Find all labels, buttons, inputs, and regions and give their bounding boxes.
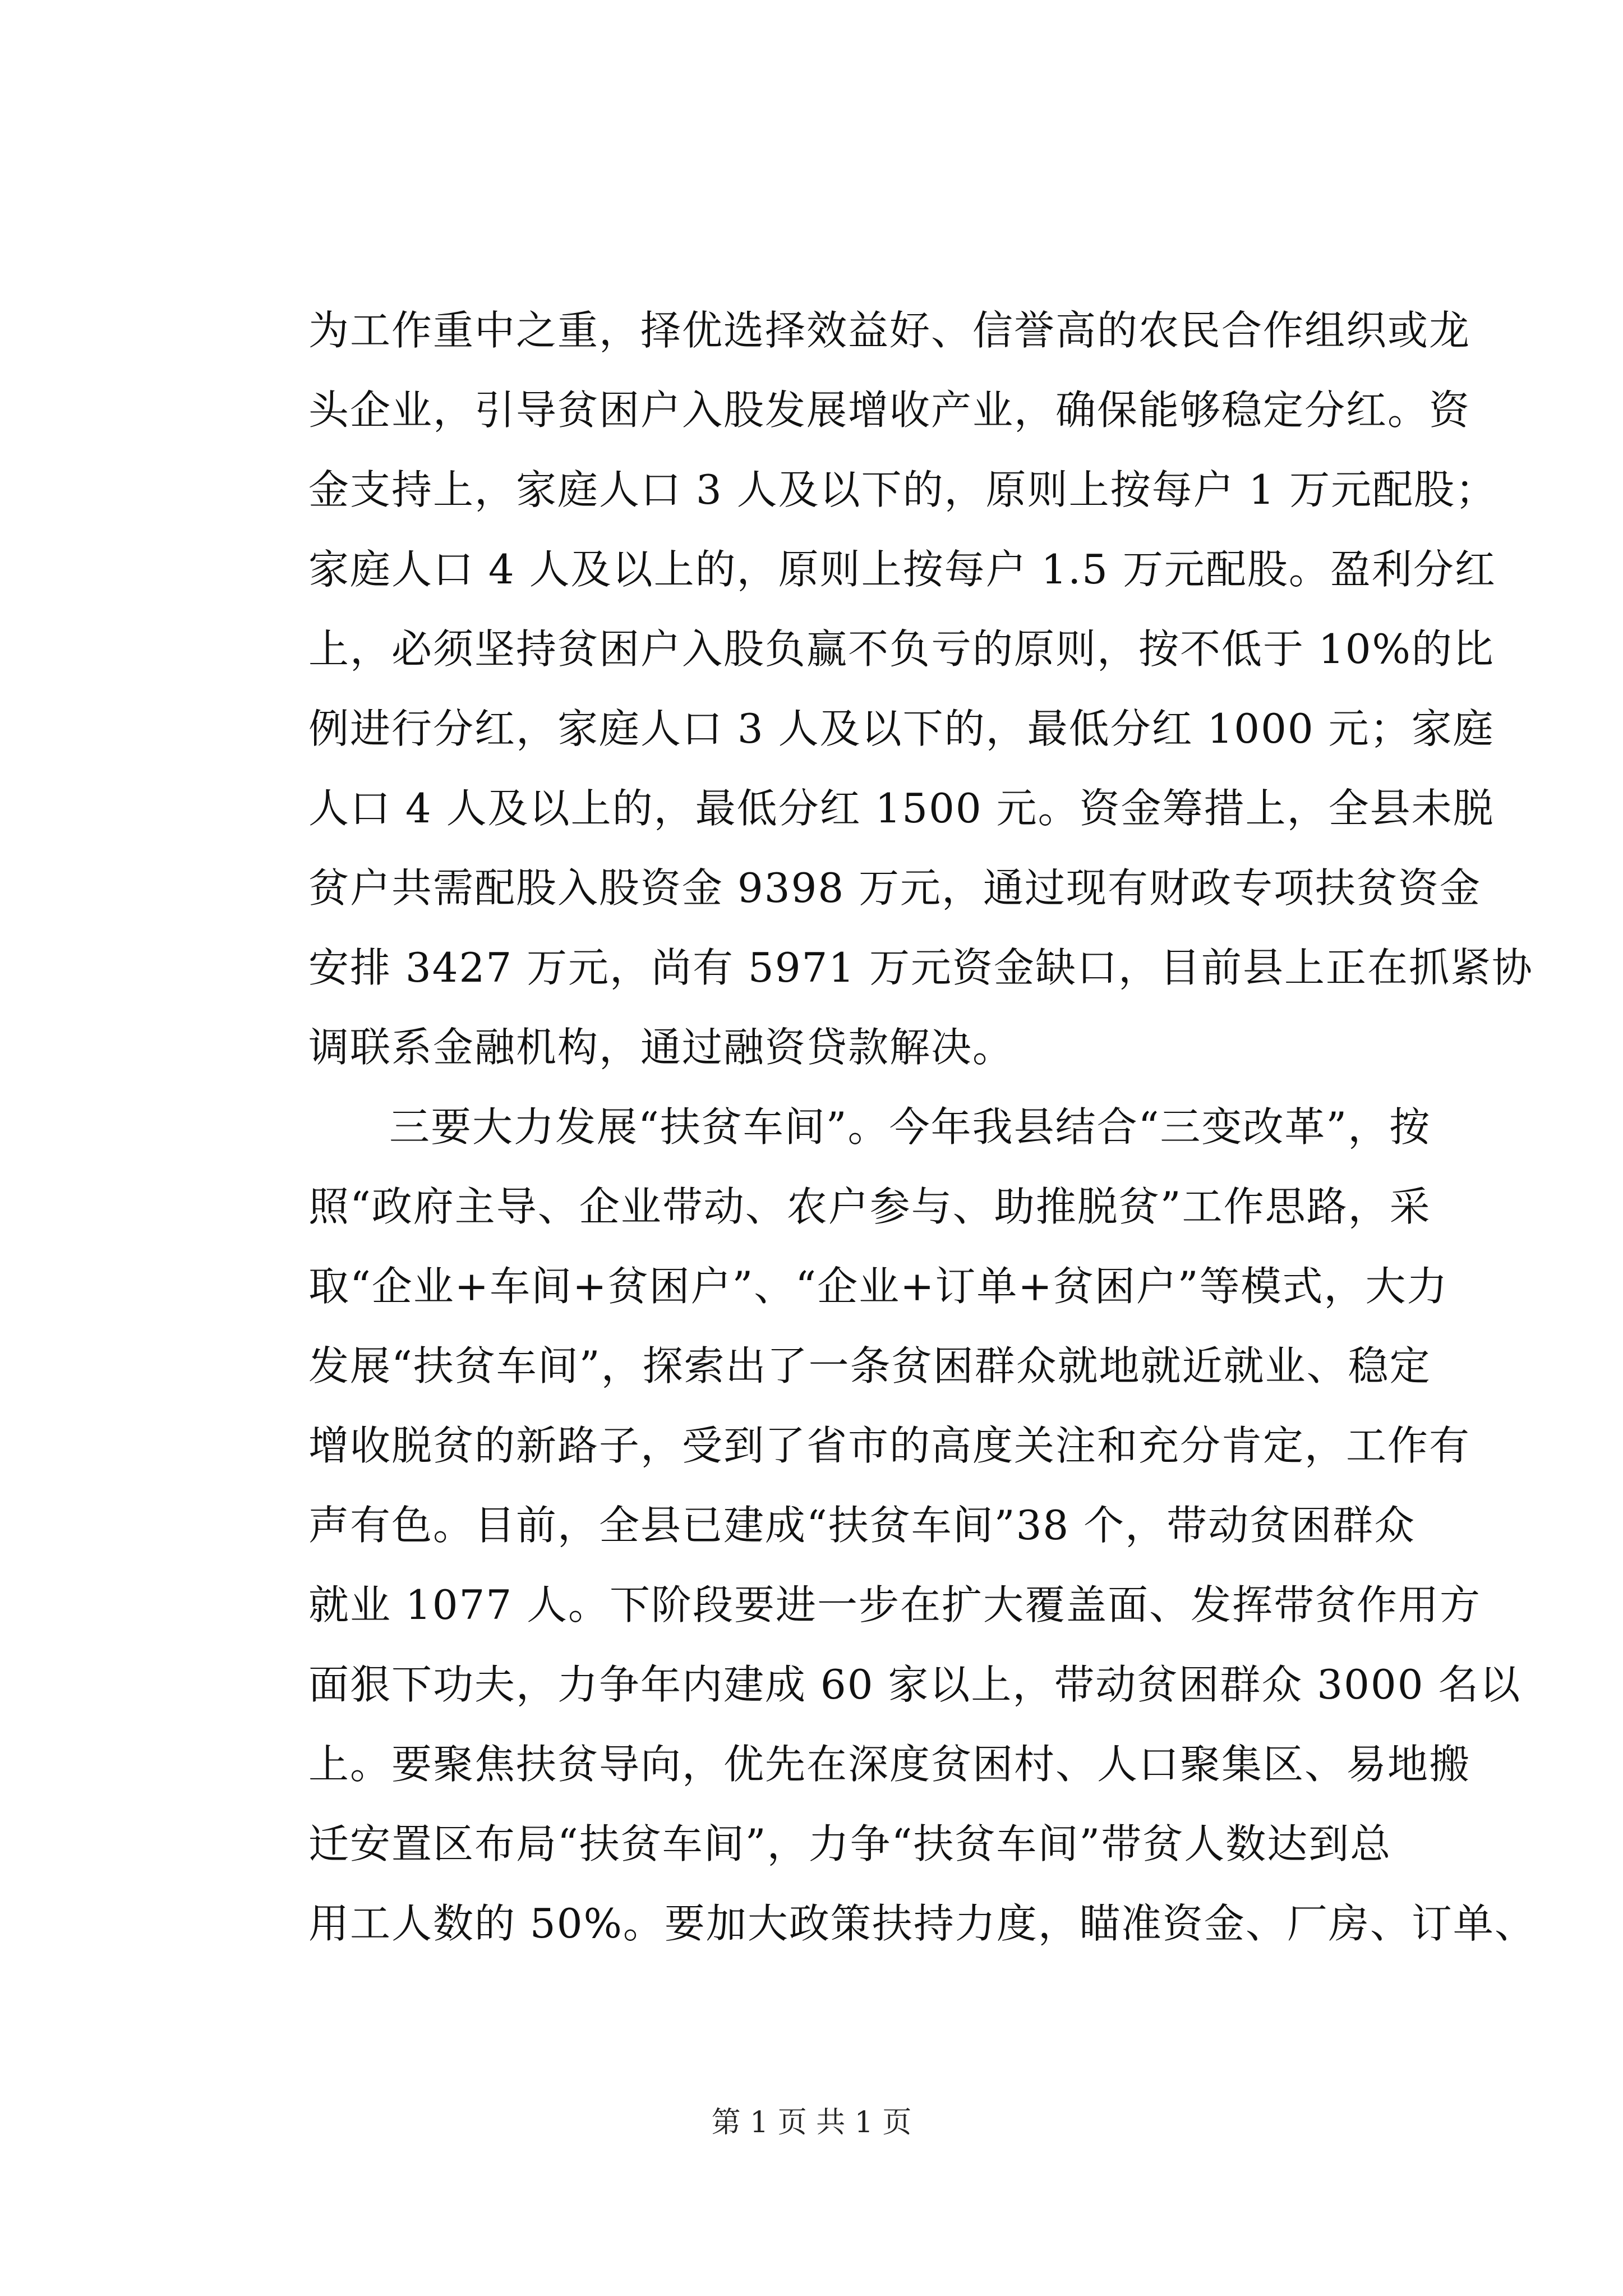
text-line-20: 迁安置区布局“扶贫车间”，力争“扶贫车间”带贫人数达到总 (308, 1820, 1392, 1867)
text-line-8: 贫户共需配股入股资金 9398 万元，通过现有财政专项扶贫资金 (308, 864, 1482, 912)
text-line-6: 例进行分红，家庭人口 3 人及以下的，最低分红 1000 元；家庭 (308, 705, 1495, 752)
text-line-10: 调联系金融机构，通过融资贷款解决。 (308, 1024, 1015, 1071)
text-line-12: 照“政府主导、企业带动、农户参与、助推脱贫”工作思路，采 (308, 1183, 1431, 1230)
text-line-7: 人口 4 人及以上的，最低分红 1500 元。资金筹措上，全县未脱 (308, 785, 1495, 832)
text-line-21: 用工人数的 50%。要加大政策扶持力度，瞄准资金、厂房、订单、 (308, 1900, 1536, 1947)
text-line-18: 面狠下功夫，力争年内建成 60 家以上，带动贫困群众 3000 名以 (308, 1661, 1521, 1708)
text-line-13: 取“企业+车间+贫困户”、“企业+订单+贫困户”等模式，大力 (308, 1263, 1449, 1310)
text-line-16: 声有色。目前，全县已建成“扶贫车间”38 个，带动贫困群众 (308, 1502, 1416, 1549)
text-line-19: 上。要聚焦扶贫导向，优先在深度贫困村、人口聚集区、易地搬 (308, 1741, 1471, 1788)
text-line-9: 安排 3427 万元，尚有 5971 万元资金缺口，目前县上正在抓紧协 (308, 944, 1534, 991)
text-line-2: 头企业，引导贫困户入股发展增收产业，确保能够稳定分红。资 (308, 386, 1471, 434)
paragraph-start-line: 三要大力发展“扶贫车间”。今年我县结合“三变改革”，按 (389, 1103, 1431, 1151)
page-number-footer: 第 1 页 共 1 页 (711, 2106, 912, 2139)
text-line-5: 上，必须坚持贫困户入股负赢不负亏的原则，按不低于 10%的比 (308, 625, 1495, 673)
text-line-1: 为工作重中之重，择优选择效益好、信誉高的农民合作组织或龙 (308, 307, 1471, 354)
text-line-15: 增收脱贫的新路子，受到了省市的高度关注和充分肯定，工作有 (308, 1422, 1471, 1469)
text-line-3: 金支持上，家庭人口 3 人及以下的，原则上按每户 1 万元配股； (308, 466, 1497, 513)
text-line-17: 就业 1077 人。下阶段要进一步在扩大覆盖面、发挥带贫作用方 (308, 1581, 1482, 1628)
text-line-14: 发展“扶贫车间”，探索出了一条贫困群众就地就近就业、稳定 (308, 1342, 1431, 1389)
text-line-4: 家庭人口 4 人及以上的，原则上按每户 1.5 万元配股。盈利分红 (308, 546, 1496, 593)
